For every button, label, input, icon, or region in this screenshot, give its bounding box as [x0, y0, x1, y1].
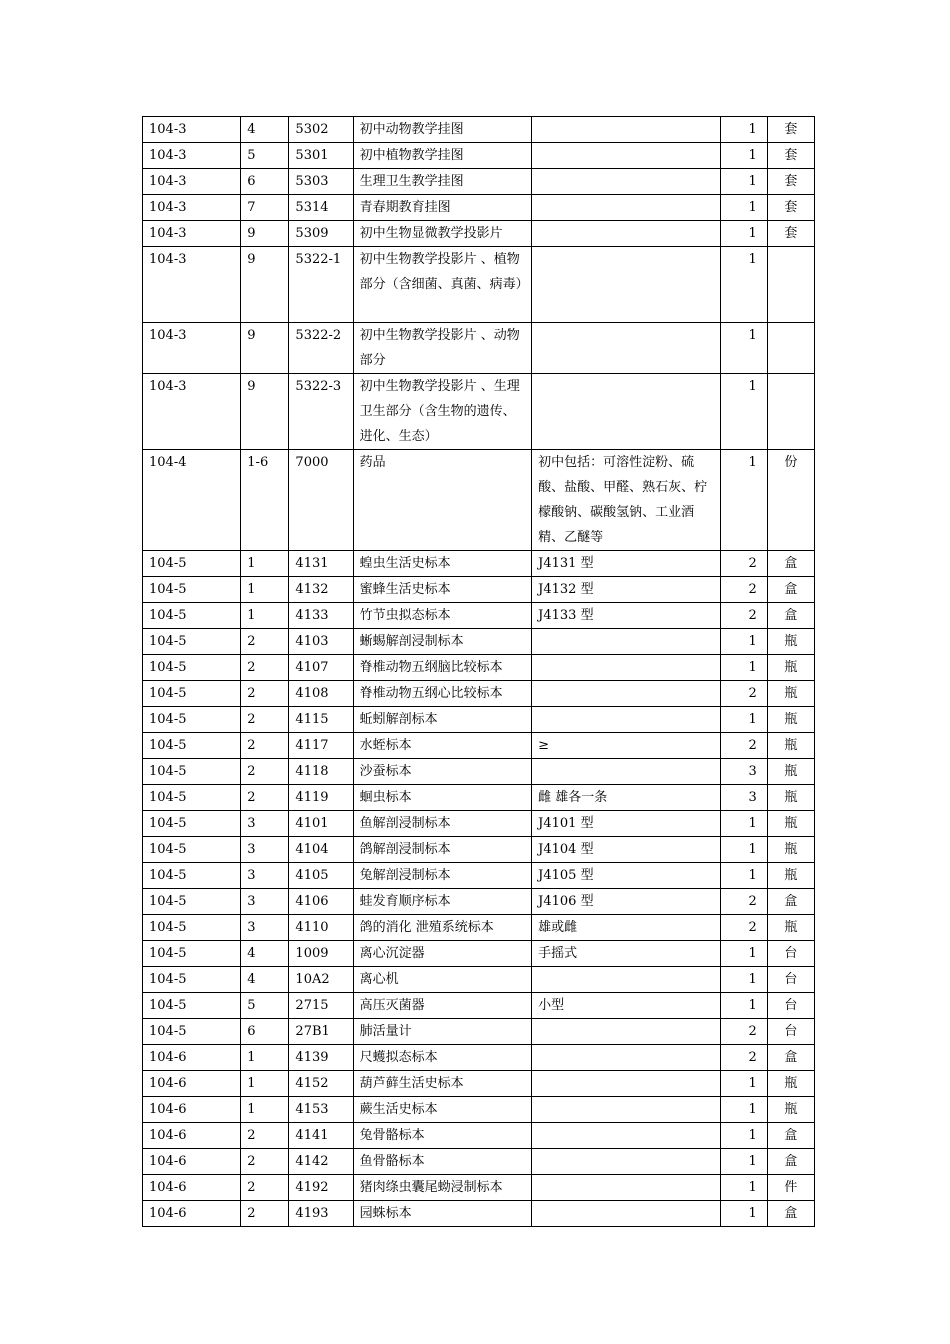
cell-spec [532, 1071, 721, 1097]
cell-unit: 套 [767, 117, 814, 143]
cell-quantity: 1 [720, 1149, 767, 1175]
cell-unit: 盒 [767, 551, 814, 577]
cell-unit: 盒 [767, 603, 814, 629]
cell-item-name: 药品 [353, 450, 532, 551]
cell-category-code: 104-5 [143, 681, 241, 707]
cell-spec: 初中包括：可溶性淀粉、硫酸、盐酸、甲醛、熟石灰、柠檬酸钠、碳酸氢钠、工业酒精、乙醚等 [532, 450, 721, 551]
cell-unit: 瓶 [767, 863, 814, 889]
cell-item-name: 初中生物显微教学投影片 [353, 221, 532, 247]
cell-category-code: 104-5 [143, 655, 241, 681]
cell-item-no: 2 [241, 1175, 289, 1201]
cell-quantity: 2 [720, 551, 767, 577]
cell-item-no: 2 [241, 733, 289, 759]
cell-quantity: 1 [720, 450, 767, 551]
cell-spec [532, 1201, 721, 1227]
cell-category-code: 104-5 [143, 811, 241, 837]
cell-unit: 盒 [767, 1123, 814, 1149]
table-row [143, 1097, 815, 1123]
cell-category-code: 104-6 [143, 1175, 241, 1201]
cell-item-name: 青春期教育挂图 [353, 195, 532, 221]
cell-item-no: 1 [241, 1071, 289, 1097]
cell-item-no: 1 [241, 1045, 289, 1071]
cell-category-code: 104-3 [143, 117, 241, 143]
cell-catalog-id: 4192 [289, 1175, 353, 1201]
cell-unit: 盒 [767, 1149, 814, 1175]
cell-spec [532, 374, 721, 450]
cell-category-code: 104-3 [143, 221, 241, 247]
cell-category-code: 104-5 [143, 707, 241, 733]
cell-catalog-id: 10A2 [289, 967, 353, 993]
cell-category-code: 104-5 [143, 733, 241, 759]
cell-item-name: 蜥蜴解剖浸制标本 [353, 629, 532, 655]
cell-quantity: 1 [720, 221, 767, 247]
table-row [143, 863, 815, 889]
table-row [143, 374, 815, 450]
table-row [143, 759, 815, 785]
table-row [143, 889, 815, 915]
cell-spec [532, 1149, 721, 1175]
cell-item-name: 鸽的消化 泄殖系统标本 [353, 915, 532, 941]
cell-item-no: 7 [241, 195, 289, 221]
table-row [143, 681, 815, 707]
cell-category-code: 104-6 [143, 1149, 241, 1175]
table-row [143, 785, 815, 811]
cell-spec: J4132 型 [532, 577, 721, 603]
cell-category-code: 104-3 [143, 143, 241, 169]
cell-category-code: 104-6 [143, 1045, 241, 1071]
cell-item-name: 脊椎动物五纲脑比较标本 [353, 655, 532, 681]
cell-category-code: 104-5 [143, 629, 241, 655]
cell-item-name: 鱼骨骼标本 [353, 1149, 532, 1175]
cell-item-name: 兔骨骼标本 [353, 1123, 532, 1149]
cell-item-no: 2 [241, 1201, 289, 1227]
cell-catalog-id: 5302 [289, 117, 353, 143]
cell-catalog-id: 4105 [289, 863, 353, 889]
cell-spec: 雌 雄各一条 [532, 785, 721, 811]
cell-catalog-id: 4104 [289, 837, 353, 863]
cell-unit: 套 [767, 195, 814, 221]
cell-item-no: 6 [241, 169, 289, 195]
cell-catalog-id: 5322-2 [289, 323, 353, 374]
cell-spec [532, 629, 721, 655]
cell-quantity: 1 [720, 1175, 767, 1201]
cell-spec [532, 247, 721, 323]
cell-unit: 瓶 [767, 1097, 814, 1123]
table-row [143, 941, 815, 967]
cell-item-no: 3 [241, 889, 289, 915]
table-row [143, 811, 815, 837]
cell-item-name: 沙蚕标本 [353, 759, 532, 785]
cell-spec: J4106 型 [532, 889, 721, 915]
cell-item-name: 尺蠖拟态标本 [353, 1045, 532, 1071]
cell-catalog-id: 5322-1 [289, 247, 353, 323]
cell-spec: J4104 型 [532, 837, 721, 863]
cell-item-no: 2 [241, 655, 289, 681]
cell-item-name: 初中生物教学投影片 、植物部分（含细菌、真菌、病毒） [353, 247, 532, 323]
cell-unit: 瓶 [767, 811, 814, 837]
table-row [143, 1071, 815, 1097]
cell-quantity: 1 [720, 837, 767, 863]
cell-spec [532, 1019, 721, 1045]
cell-category-code: 104-5 [143, 603, 241, 629]
cell-item-name: 初中植物教学挂图 [353, 143, 532, 169]
cell-catalog-id: 5303 [289, 169, 353, 195]
cell-unit [767, 247, 814, 323]
cell-spec [532, 967, 721, 993]
cell-catalog-id: 4118 [289, 759, 353, 785]
cell-catalog-id: 4152 [289, 1071, 353, 1097]
table-row [143, 169, 815, 195]
cell-catalog-id: 4108 [289, 681, 353, 707]
cell-quantity: 1 [720, 863, 767, 889]
cell-spec [532, 195, 721, 221]
table-row [143, 603, 815, 629]
cell-quantity: 1 [720, 169, 767, 195]
cell-quantity: 3 [720, 759, 767, 785]
cell-item-no: 1 [241, 1097, 289, 1123]
cell-spec [532, 1123, 721, 1149]
cell-item-name: 蛔虫标本 [353, 785, 532, 811]
cell-item-no: 3 [241, 811, 289, 837]
cell-quantity: 1 [720, 117, 767, 143]
cell-quantity: 1 [720, 629, 767, 655]
cell-spec [532, 143, 721, 169]
cell-catalog-id: 4117 [289, 733, 353, 759]
cell-quantity: 1 [720, 993, 767, 1019]
cell-catalog-id: 4110 [289, 915, 353, 941]
cell-spec [532, 681, 721, 707]
cell-category-code: 104-4 [143, 450, 241, 551]
cell-category-code: 104-6 [143, 1071, 241, 1097]
cell-unit: 盒 [767, 1045, 814, 1071]
cell-item-no: 3 [241, 863, 289, 889]
cell-quantity: 2 [720, 889, 767, 915]
cell-category-code: 104-5 [143, 915, 241, 941]
cell-spec: J4131 型 [532, 551, 721, 577]
cell-quantity: 1 [720, 195, 767, 221]
cell-item-name: 高压灭菌器 [353, 993, 532, 1019]
cell-catalog-id: 4141 [289, 1123, 353, 1149]
cell-category-code: 104-5 [143, 1019, 241, 1045]
cell-item-name: 蝗虫生活史标本 [353, 551, 532, 577]
cell-spec [532, 323, 721, 374]
cell-quantity: 1 [720, 1097, 767, 1123]
cell-unit: 台 [767, 993, 814, 1019]
cell-catalog-id: 4153 [289, 1097, 353, 1123]
cell-unit [767, 374, 814, 450]
cell-item-no: 2 [241, 759, 289, 785]
cell-catalog-id: 4101 [289, 811, 353, 837]
cell-spec [532, 1097, 721, 1123]
cell-spec: 手摇式 [532, 941, 721, 967]
cell-quantity: 2 [720, 603, 767, 629]
cell-item-name: 初中动物教学挂图 [353, 117, 532, 143]
cell-item-name: 水蛭标本 [353, 733, 532, 759]
cell-item-no: 4 [241, 967, 289, 993]
cell-spec: 小型 [532, 993, 721, 1019]
cell-category-code: 104-6 [143, 1097, 241, 1123]
cell-quantity: 1 [720, 323, 767, 374]
cell-category-code: 104-6 [143, 1123, 241, 1149]
cell-unit: 套 [767, 221, 814, 247]
table-row [143, 551, 815, 577]
cell-category-code: 104-3 [143, 195, 241, 221]
cell-unit: 盒 [767, 577, 814, 603]
cell-spec: J4133 型 [532, 603, 721, 629]
cell-item-name: 蜜蜂生活史标本 [353, 577, 532, 603]
cell-category-code: 104-5 [143, 837, 241, 863]
cell-unit: 瓶 [767, 655, 814, 681]
cell-item-no: 2 [241, 629, 289, 655]
cell-spec [532, 655, 721, 681]
cell-unit: 瓶 [767, 837, 814, 863]
cell-unit: 套 [767, 143, 814, 169]
table-row [143, 993, 815, 1019]
cell-item-no: 2 [241, 1123, 289, 1149]
cell-catalog-id: 4132 [289, 577, 353, 603]
cell-quantity: 1 [720, 811, 767, 837]
cell-spec [532, 221, 721, 247]
cell-spec: J4105 型 [532, 863, 721, 889]
cell-quantity: 1 [720, 1201, 767, 1227]
table-row [143, 967, 815, 993]
cell-item-no: 1-6 [241, 450, 289, 551]
cell-item-name: 园蛛标本 [353, 1201, 532, 1227]
cell-item-name: 蚯蚓解剖标本 [353, 707, 532, 733]
table-row [143, 1123, 815, 1149]
cell-item-no: 9 [241, 221, 289, 247]
cell-catalog-id: 4107 [289, 655, 353, 681]
cell-spec: ≥ [532, 733, 721, 759]
table-row [143, 1045, 815, 1071]
table-row [143, 915, 815, 941]
cell-item-no: 1 [241, 603, 289, 629]
cell-unit: 瓶 [767, 1071, 814, 1097]
cell-category-code: 104-5 [143, 863, 241, 889]
cell-spec: J4101 型 [532, 811, 721, 837]
cell-unit: 瓶 [767, 785, 814, 811]
cell-item-name: 竹节虫拟态标本 [353, 603, 532, 629]
cell-quantity: 3 [720, 785, 767, 811]
cell-unit: 盒 [767, 1201, 814, 1227]
cell-item-name: 初中生物教学投影片 、动物部分 [353, 323, 532, 374]
cell-spec [532, 707, 721, 733]
cell-catalog-id: 4103 [289, 629, 353, 655]
cell-category-code: 104-3 [143, 247, 241, 323]
cell-item-no: 1 [241, 551, 289, 577]
cell-unit: 台 [767, 941, 814, 967]
cell-quantity: 2 [720, 681, 767, 707]
cell-quantity: 1 [720, 143, 767, 169]
cell-unit: 台 [767, 1019, 814, 1045]
table-row [143, 323, 815, 374]
cell-spec: 雄或雌 [532, 915, 721, 941]
cell-category-code: 104-5 [143, 785, 241, 811]
cell-category-code: 104-5 [143, 993, 241, 1019]
cell-catalog-id: 27B1 [289, 1019, 353, 1045]
cell-spec [532, 169, 721, 195]
cell-unit: 瓶 [767, 915, 814, 941]
cell-item-no: 2 [241, 681, 289, 707]
cell-item-name: 肺活量计 [353, 1019, 532, 1045]
cell-item-name: 鱼解剖浸制标本 [353, 811, 532, 837]
table-row [143, 117, 815, 143]
cell-item-name: 猪肉绦虫囊尾蚴浸制标本 [353, 1175, 532, 1201]
cell-unit: 瓶 [767, 707, 814, 733]
cell-item-no: 5 [241, 143, 289, 169]
cell-item-no: 1 [241, 577, 289, 603]
cell-category-code: 104-5 [143, 967, 241, 993]
cell-item-no: 2 [241, 785, 289, 811]
table-row [143, 1019, 815, 1045]
cell-item-name: 蛙发育顺序标本 [353, 889, 532, 915]
equipment-table [142, 116, 815, 1227]
cell-item-name: 离心沉淀器 [353, 941, 532, 967]
cell-category-code: 104-5 [143, 759, 241, 785]
cell-catalog-id: 4106 [289, 889, 353, 915]
table-row [143, 195, 815, 221]
cell-item-name: 葫芦藓生活史标本 [353, 1071, 532, 1097]
cell-category-code: 104-5 [143, 941, 241, 967]
cell-item-no: 5 [241, 993, 289, 1019]
cell-unit: 瓶 [767, 759, 814, 785]
cell-quantity: 1 [720, 941, 767, 967]
cell-spec [532, 1045, 721, 1071]
table-row [143, 450, 815, 551]
cell-item-name: 生理卫生教学挂图 [353, 169, 532, 195]
cell-item-no: 9 [241, 374, 289, 450]
cell-item-name: 初中生物教学投影片 、生理卫生部分（含生物的遗传、进化、生态） [353, 374, 532, 450]
cell-catalog-id: 5301 [289, 143, 353, 169]
cell-category-code: 104-5 [143, 577, 241, 603]
table-row [143, 837, 815, 863]
table-row [143, 1149, 815, 1175]
table-row [143, 655, 815, 681]
cell-unit: 件 [767, 1175, 814, 1201]
table-row [143, 629, 815, 655]
cell-catalog-id: 5322-3 [289, 374, 353, 450]
table-row [143, 1201, 815, 1227]
cell-quantity: 1 [720, 707, 767, 733]
cell-quantity: 2 [720, 915, 767, 941]
cell-item-name: 蕨生活史标本 [353, 1097, 532, 1123]
table-row [143, 577, 815, 603]
cell-quantity: 1 [720, 374, 767, 450]
cell-item-no: 3 [241, 915, 289, 941]
cell-item-name: 脊椎动物五纲心比较标本 [353, 681, 532, 707]
cell-item-no: 3 [241, 837, 289, 863]
cell-item-no: 2 [241, 1149, 289, 1175]
cell-catalog-id: 7000 [289, 450, 353, 551]
cell-catalog-id: 5314 [289, 195, 353, 221]
cell-catalog-id: 4142 [289, 1149, 353, 1175]
table-row [143, 221, 815, 247]
cell-unit: 份 [767, 450, 814, 551]
cell-spec [532, 759, 721, 785]
cell-unit: 瓶 [767, 681, 814, 707]
cell-item-no: 2 [241, 707, 289, 733]
table-row [143, 143, 815, 169]
cell-unit: 套 [767, 169, 814, 195]
cell-item-name: 兔解剖浸制标本 [353, 863, 532, 889]
cell-catalog-id: 2715 [289, 993, 353, 1019]
cell-quantity: 2 [720, 733, 767, 759]
table-row [143, 733, 815, 759]
cell-item-no: 9 [241, 247, 289, 323]
cell-unit [767, 323, 814, 374]
cell-category-code: 104-5 [143, 551, 241, 577]
cell-unit: 瓶 [767, 629, 814, 655]
cell-item-name: 离心机 [353, 967, 532, 993]
cell-category-code: 104-3 [143, 374, 241, 450]
cell-catalog-id: 4139 [289, 1045, 353, 1071]
cell-item-no: 6 [241, 1019, 289, 1045]
cell-unit: 盒 [767, 889, 814, 915]
cell-category-code: 104-5 [143, 889, 241, 915]
cell-quantity: 1 [720, 967, 767, 993]
cell-quantity: 1 [720, 1123, 767, 1149]
cell-item-no: 9 [241, 323, 289, 374]
cell-catalog-id: 4133 [289, 603, 353, 629]
cell-item-name: 鸽解剖浸制标本 [353, 837, 532, 863]
table-row [143, 247, 815, 323]
cell-unit: 台 [767, 967, 814, 993]
cell-catalog-id: 4115 [289, 707, 353, 733]
cell-quantity: 1 [720, 655, 767, 681]
cell-quantity: 1 [720, 247, 767, 323]
cell-spec [532, 1175, 721, 1201]
cell-quantity: 2 [720, 1045, 767, 1071]
cell-catalog-id: 1009 [289, 941, 353, 967]
cell-category-code: 104-3 [143, 169, 241, 195]
cell-item-no: 4 [241, 117, 289, 143]
cell-catalog-id: 4131 [289, 551, 353, 577]
cell-spec [532, 117, 721, 143]
table-row [143, 1175, 815, 1201]
cell-catalog-id: 4193 [289, 1201, 353, 1227]
cell-item-no: 4 [241, 941, 289, 967]
cell-catalog-id: 4119 [289, 785, 353, 811]
table-row [143, 707, 815, 733]
table-body [143, 117, 815, 1227]
cell-quantity: 2 [720, 577, 767, 603]
cell-category-code: 104-3 [143, 323, 241, 374]
cell-category-code: 104-6 [143, 1201, 241, 1227]
cell-catalog-id: 5309 [289, 221, 353, 247]
cell-quantity: 2 [720, 1019, 767, 1045]
cell-unit: 瓶 [767, 733, 814, 759]
cell-quantity: 1 [720, 1071, 767, 1097]
